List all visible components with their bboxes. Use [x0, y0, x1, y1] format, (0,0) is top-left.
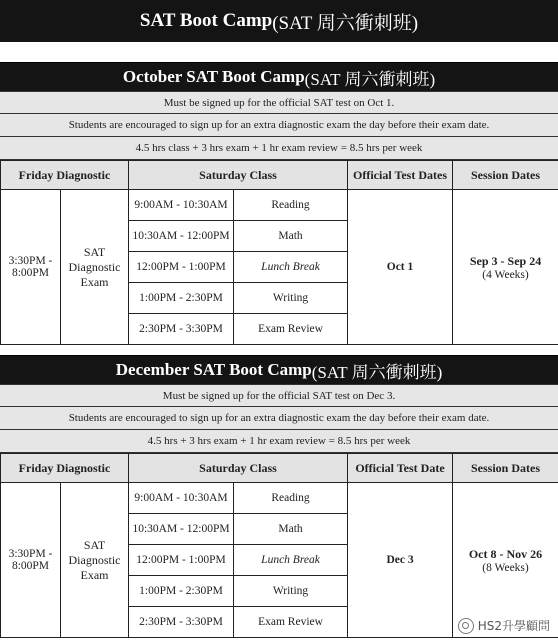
- class-time: 2:30PM - 3:30PM: [129, 607, 234, 638]
- session-weeks: (8 Weeks): [482, 561, 529, 574]
- col-official-test-dates: Official Test Date: [348, 454, 453, 483]
- session-dates-cell: [453, 483, 558, 638]
- col-friday-diagnostic: Friday Diagnostic: [1, 161, 129, 190]
- session-dates: Oct 8 - Nov 26: [468, 546, 543, 561]
- class-subject: Math: [234, 514, 348, 545]
- friday-exam: SAT Diagnostic Exam: [61, 190, 129, 345]
- section-december: [0, 355, 558, 638]
- class-subject: Reading: [234, 483, 348, 514]
- class-subject: Exam Review: [234, 314, 348, 345]
- class-subject: Exam Review: [234, 607, 348, 638]
- table-row: [1, 190, 558, 221]
- section-header-bold: December SAT Boot Camp: [115, 360, 312, 379]
- section-note: Students are encouraged to sign up for an extra diagnostic exam the day before their exam date.: [0, 114, 558, 137]
- class-subject: Lunch Break: [234, 545, 348, 576]
- col-session-dates: Session Dates: [453, 161, 558, 190]
- class-time: 12:00PM - 1:00PM: [129, 545, 234, 576]
- class-subject: Writing: [234, 283, 348, 314]
- friday-time: 3:30PM - 8:00PM: [1, 190, 61, 345]
- table-header-row: [1, 161, 558, 190]
- section-note: 4.5 hrs class + 3 hrs exam + 1 hr exam review = 8.5 hrs per week: [0, 137, 558, 160]
- section-header-rest: (SAT 周六衝刺班): [311, 362, 443, 382]
- class-time: 10:30AM - 12:00PM: [129, 221, 234, 252]
- watermark-text: HS2升學顧問: [477, 619, 550, 633]
- col-saturday-class: Saturday Class: [129, 161, 348, 190]
- page-title: [0, 0, 558, 42]
- session-dates: Sep 3 - Sep 24: [469, 253, 542, 268]
- section-header: [0, 62, 558, 91]
- class-subject: Math: [234, 221, 348, 252]
- class-time: 10:30AM - 12:00PM: [129, 514, 234, 545]
- class-time: 12:00PM - 1:00PM: [129, 252, 234, 283]
- col-saturday-class: Saturday Class: [129, 454, 348, 483]
- section-header: [0, 355, 558, 384]
- schedule-table: [0, 160, 558, 345]
- class-time: 1:00PM - 2:30PM: [129, 283, 234, 314]
- section-header-bold: October SAT Boot Camp: [122, 67, 305, 86]
- session-weeks: (4 Weeks): [482, 268, 529, 281]
- col-friday-diagnostic: Friday Diagnostic: [1, 454, 129, 483]
- section-note: 4.5 hrs + 3 hrs exam + 1 hr exam review = 8.5 hrs per week: [0, 430, 558, 453]
- class-subject: Writing: [234, 576, 348, 607]
- friday-exam: SAT Diagnostic Exam: [61, 483, 129, 638]
- section-note: Must be signed up for the official SAT test on Oct 1.: [0, 91, 558, 114]
- class-time: 9:00AM - 10:30AM: [129, 190, 234, 221]
- col-official-test-dates: Official Test Dates: [348, 161, 453, 190]
- official-test-date: Oct 1: [348, 190, 453, 345]
- session-dates-cell: [453, 190, 558, 345]
- section-october: [0, 62, 558, 345]
- section-note: Must be signed up for the official SAT test on Dec 3.: [0, 384, 558, 407]
- wechat-icon: [458, 618, 474, 634]
- class-time: 9:00AM - 10:30AM: [129, 483, 234, 514]
- friday-time: 3:30PM - 8:00PM: [1, 483, 61, 638]
- section-header-rest: (SAT 周六衝刺班): [304, 69, 436, 89]
- table-row: [1, 483, 558, 514]
- official-test-date: Dec 3: [348, 483, 453, 638]
- page-title-bold: SAT Boot Camp: [139, 10, 273, 31]
- watermark: [458, 617, 550, 634]
- col-session-dates: Session Dates: [453, 454, 558, 483]
- class-subject: Lunch Break: [234, 252, 348, 283]
- class-subject: Reading: [234, 190, 348, 221]
- table-header-row: [1, 454, 558, 483]
- class-time: 1:00PM - 2:30PM: [129, 576, 234, 607]
- section-note: Students are encouraged to sign up for an extra diagnostic exam the day before their exam date.: [0, 407, 558, 430]
- class-time: 2:30PM - 3:30PM: [129, 314, 234, 345]
- page-title-rest: (SAT 周六衝刺班): [272, 12, 419, 34]
- schedule-table: [0, 453, 558, 638]
